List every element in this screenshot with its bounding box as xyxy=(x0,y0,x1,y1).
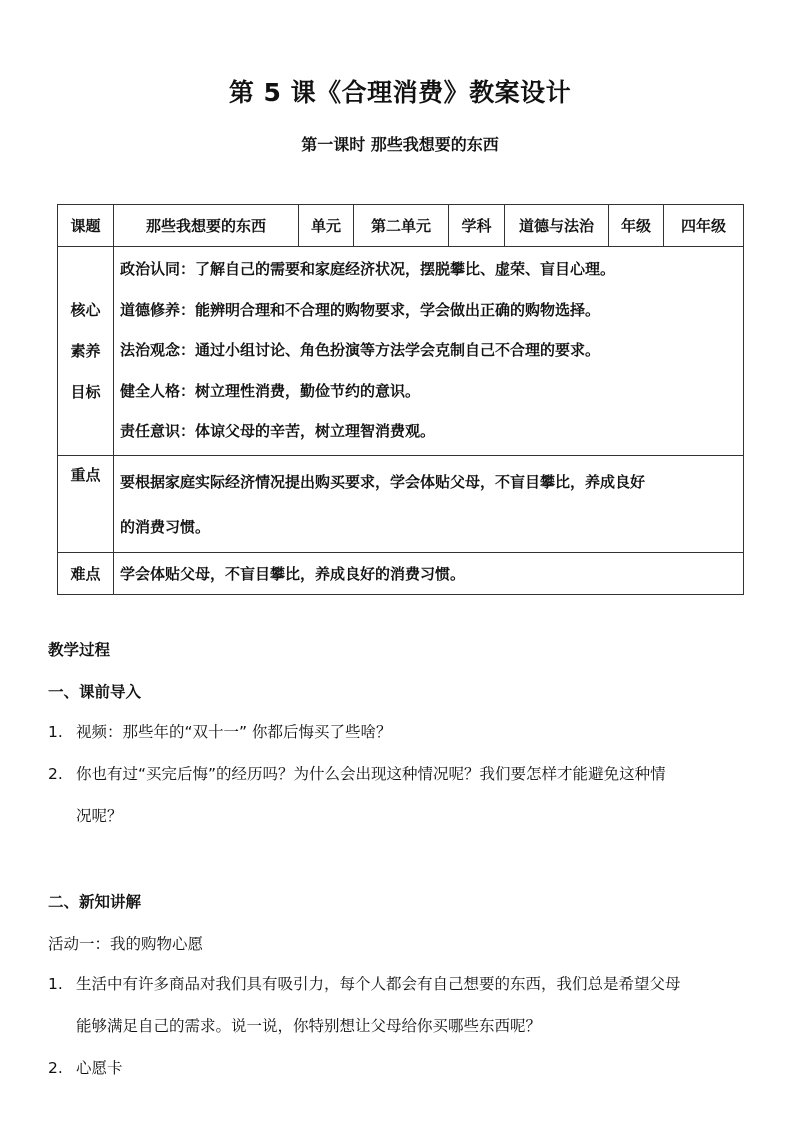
key-point-line: 要根据家庭实际经济情况提出购买要求，学会体贴父母，不盲目攀比，养成良好 xyxy=(120,473,646,491)
goals-row xyxy=(58,247,744,456)
list-item-number: 2. xyxy=(48,765,63,783)
subject-label: 学科 xyxy=(449,205,505,247)
goals-label-line: 素养 xyxy=(70,341,101,360)
list-item-text: 心愿卡 xyxy=(76,1059,123,1077)
grade-value: 四年级 xyxy=(664,205,744,247)
unit-value: 第二单元 xyxy=(354,205,449,247)
difficulty-label: 难点 xyxy=(58,553,114,595)
activity-title: 活动一：我的购物心愿 xyxy=(48,935,204,953)
goal-item: 责任意识：体谅父母的辛苦，树立理智消费观。 xyxy=(120,422,436,440)
goals-label xyxy=(58,247,114,456)
list-item-text: 生活中有许多商品对我们具有吸引力，每个人都会有自己想要的东西，我们总是希望父母 xyxy=(76,975,681,993)
section-1-heading: 一、课前导入 xyxy=(48,683,142,701)
list-item xyxy=(48,1047,758,1089)
list-item-text: 视频：那些年的“双十一” 你都后悔买了些啥？ xyxy=(76,723,392,741)
list-item-number: 1. xyxy=(48,975,63,993)
key-point-row xyxy=(58,456,744,553)
unit-label: 单元 xyxy=(299,205,354,247)
process-heading: 教学过程 xyxy=(48,641,111,659)
grade-label: 年级 xyxy=(609,205,664,247)
goal-item: 法治观念：通过小组讨论、角色扮演等方法学会克制自己不合理的要求。 xyxy=(120,341,601,359)
list-item-number: 2. xyxy=(48,1059,63,1077)
key-point-label: 重点 xyxy=(58,456,114,553)
list-item xyxy=(48,963,758,1047)
goals-label-line: 目标 xyxy=(70,382,101,401)
list-item-text: 你也有过“买完后悔”的经历吗？为什么会出现这种情况呢？我们要怎样才能避免这种情 xyxy=(76,765,666,783)
list-item xyxy=(48,711,758,753)
difficulty-content: 学会体贴父母，不盲目攀比，养成良好的消费习惯。 xyxy=(114,553,744,595)
topic-label: 课题 xyxy=(58,205,114,247)
goals-label-line: 核心 xyxy=(70,300,101,319)
topic-value: 那些我想要的东西 xyxy=(114,205,299,247)
lesson-info-table xyxy=(57,204,744,595)
subject-value: 道德与法治 xyxy=(505,205,609,247)
key-point-content xyxy=(114,456,744,553)
goal-item: 健全人格：树立理性消费，勤俭节约的意识。 xyxy=(120,381,421,400)
list-item xyxy=(48,753,758,837)
list-item-text: 况呢？ xyxy=(76,807,123,825)
goal-item: 道德修养：能辨明合理和不合理的购物要求，学会做出正确的购物选择。 xyxy=(120,300,601,319)
list-item-number: 1. xyxy=(48,723,63,741)
document-title: 第 5 课《合理消费》教案设计 xyxy=(228,78,572,107)
goals-content xyxy=(114,247,744,456)
key-point-line: 的消费习惯。 xyxy=(120,518,211,536)
document-subtitle: 第一课时 那些我想要的东西 xyxy=(301,135,499,154)
goal-item: 政治认同：了解自己的需要和家庭经济状况，摆脱攀比、虚荣、盲目心理。 xyxy=(120,260,616,278)
section-2-heading: 二、新知讲解 xyxy=(48,893,142,911)
difficulty-row xyxy=(58,553,744,595)
table-header-row xyxy=(58,205,744,247)
list-item-text: 能够满足自己的需求。说一说，你特别想让父母给你买哪些东西呢？ xyxy=(76,1017,542,1035)
